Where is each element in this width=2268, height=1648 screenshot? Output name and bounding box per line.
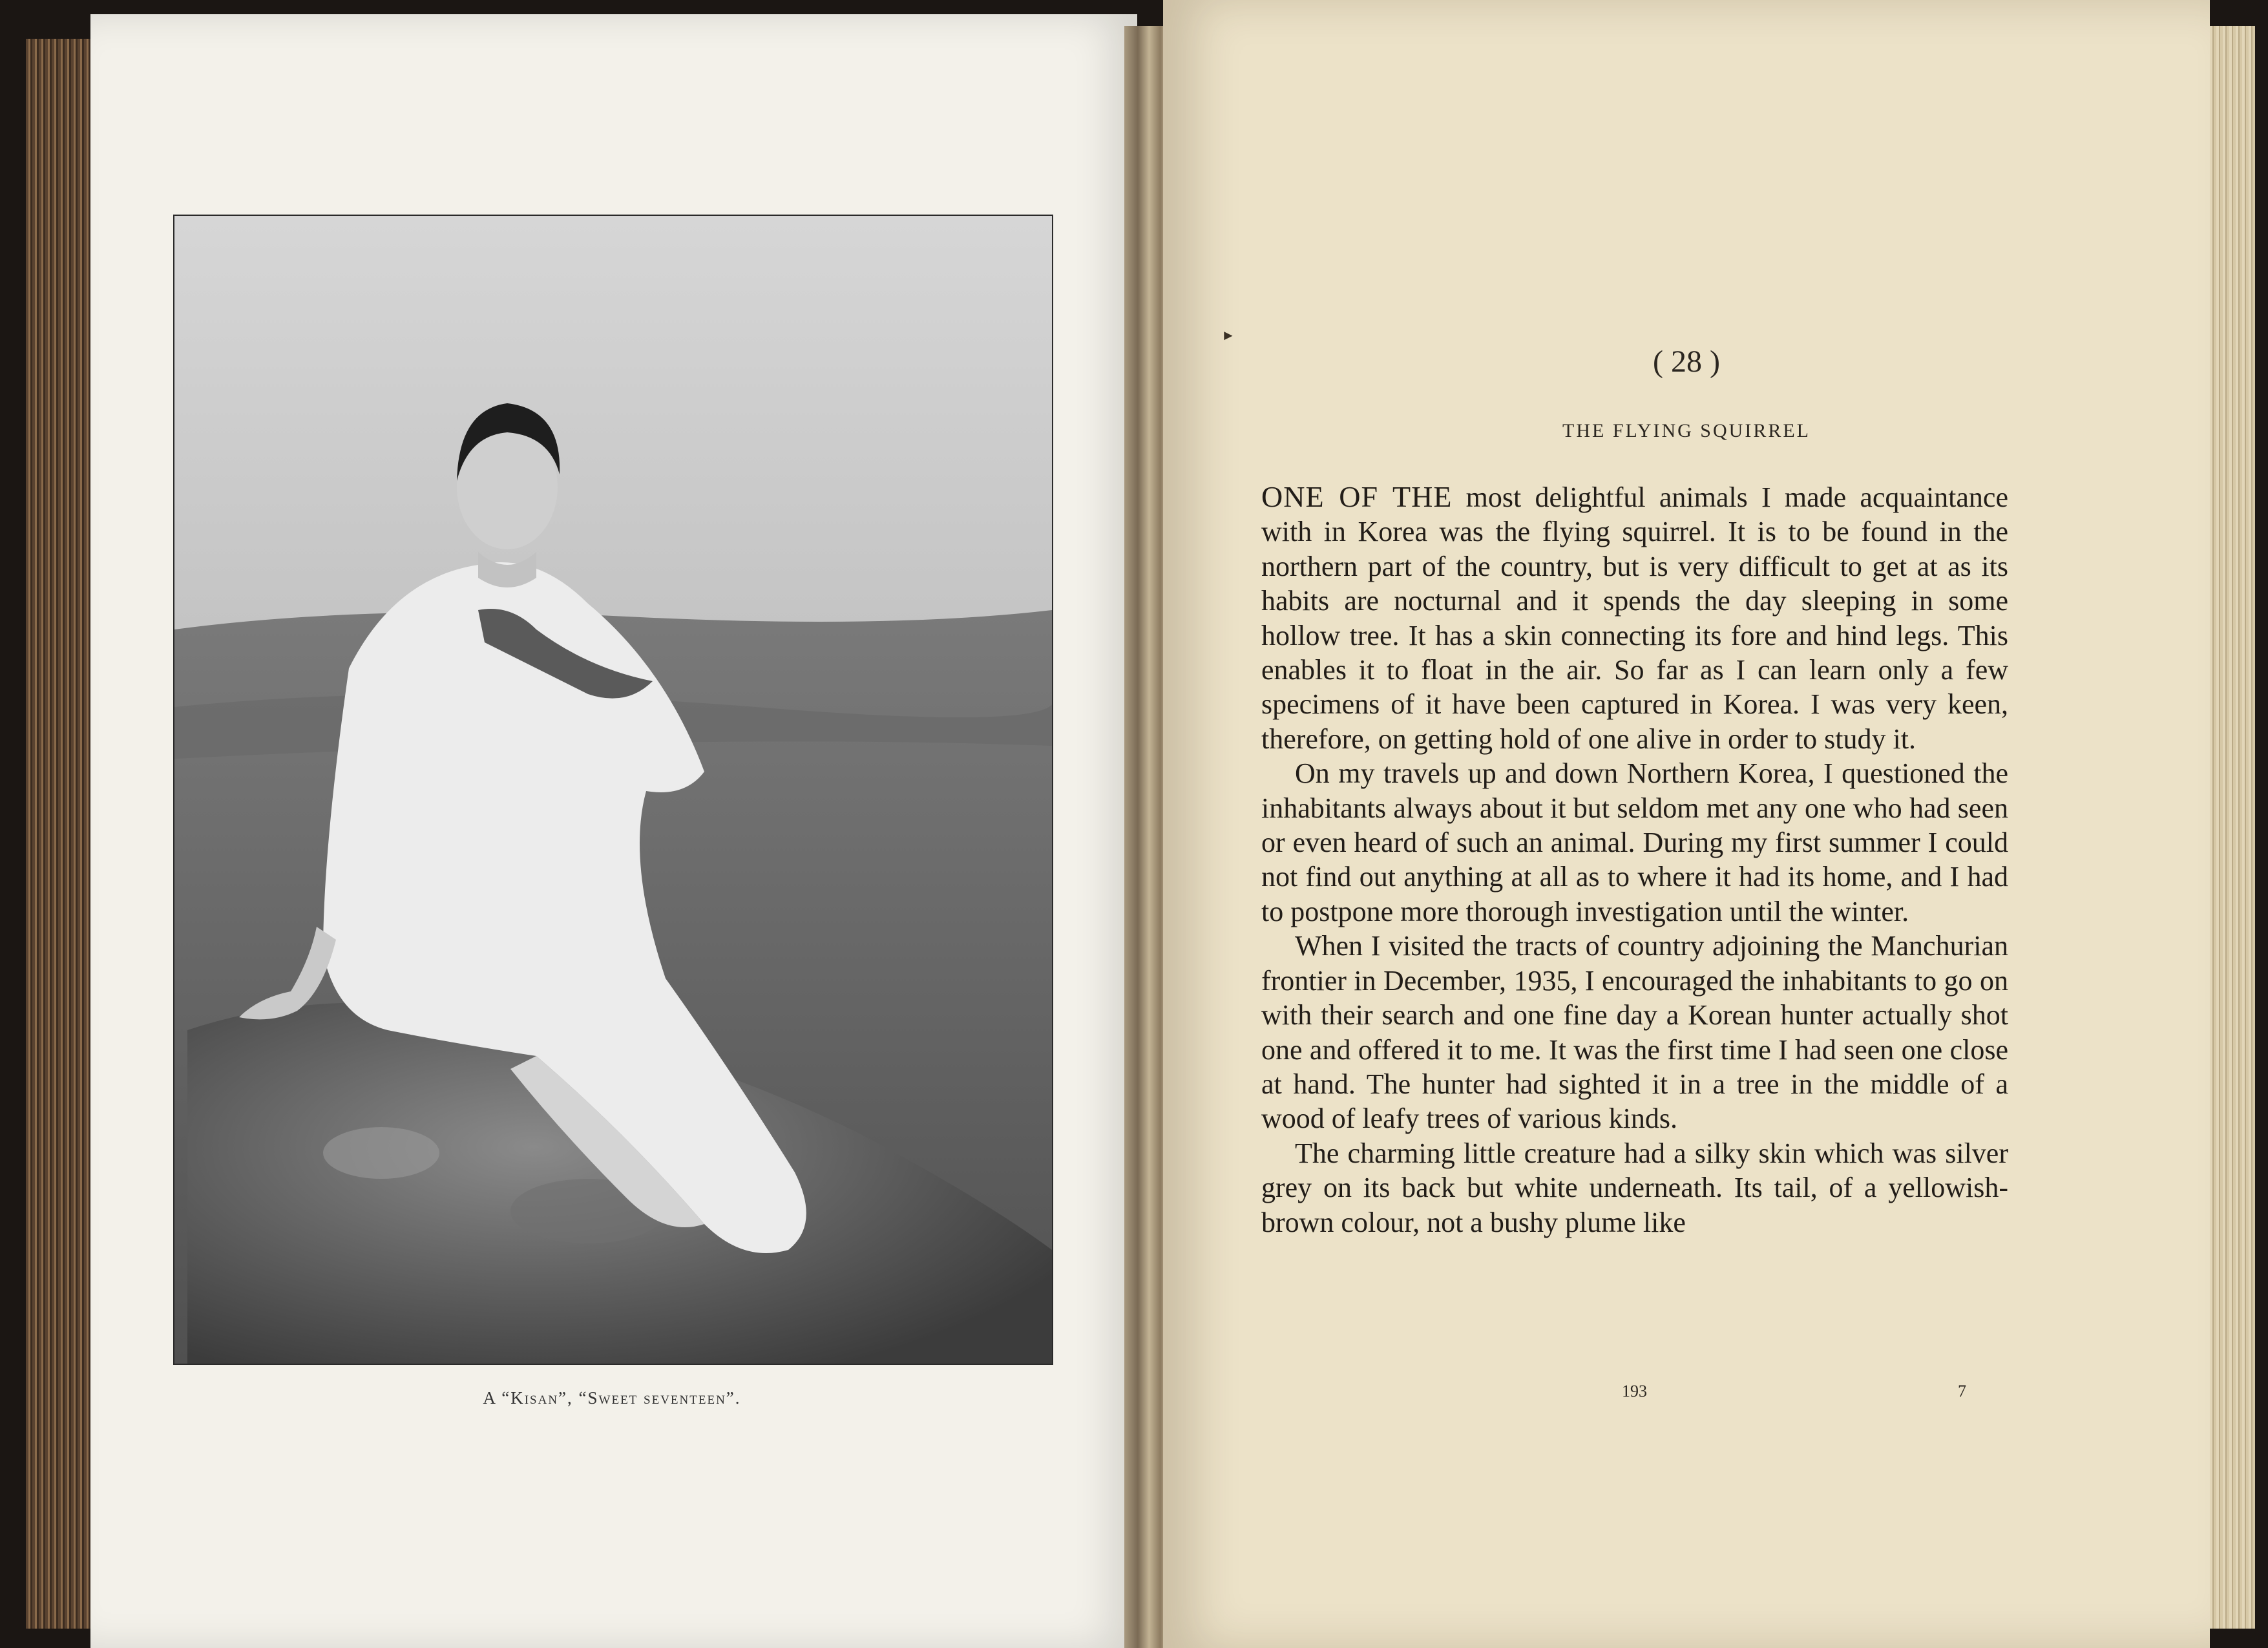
paragraph-3: When I visited the tracts of country adjoining the Manchurian frontier in December, 1935, I encouraged the inhabitants to go on with their search and one fine day a Korean hunter actually shot one and offered it to me. It was the first time I had seen one close at hand. The hunter had sighted it in a tree in the middle of a wood of leafy trees of various kinds. bbox=[1261, 930, 2008, 1135]
signature-mark: 7 bbox=[1958, 1382, 1966, 1400]
chapter-body bbox=[1261, 480, 2008, 1240]
left-page-edges bbox=[26, 39, 90, 1629]
chapter-title: THE FLYING SQUIRREL bbox=[1562, 420, 1811, 441]
opening-words: ONE OF THE bbox=[1261, 480, 1453, 513]
right-page-edges bbox=[2210, 26, 2255, 1629]
paragraph-4: The charming little creature had a silky skin which was silver grey on its back but white underneath. Its tail, of a yellowish-brown colour, not a bushy plume like bbox=[1261, 1137, 2008, 1238]
paragraph-1 bbox=[1261, 480, 2008, 756]
paragraph-1-text: most delightful animals I made acquaintance with in Korea was the flying squirrel. It is to be found in the northern part of the country, but is very difficult to get at as its habits are nocturnal and it spends the day sleeping in some hollow tree. It has a skin connecting its fore and hind legs. This enables it to float in the air. So far as I can learn only a few specimens of it have been captured in Korea. I was very keen, therefore, on getting hold of one alive in order to study it. bbox=[1261, 481, 2008, 755]
portrait-photograph bbox=[173, 215, 1053, 1365]
chapter-number: ( 28 ) bbox=[1653, 344, 1720, 379]
margin-mark: ► bbox=[1221, 327, 1235, 343]
folio-number: 193 bbox=[1622, 1382, 1647, 1400]
photo-caption: A “Kisan”, “Sweet seventeen”. bbox=[483, 1388, 741, 1408]
photo-illustration bbox=[174, 216, 1052, 1364]
paragraph-2: On my travels up and down Northern Korea, I questioned the inhabitants always about it but seldom met any one who had seen or even heard of such an animal. During my first summer I could not find out anything at all as to where it had its home, and I had to postpone more thorough investigation until the winter. bbox=[1261, 757, 2008, 927]
